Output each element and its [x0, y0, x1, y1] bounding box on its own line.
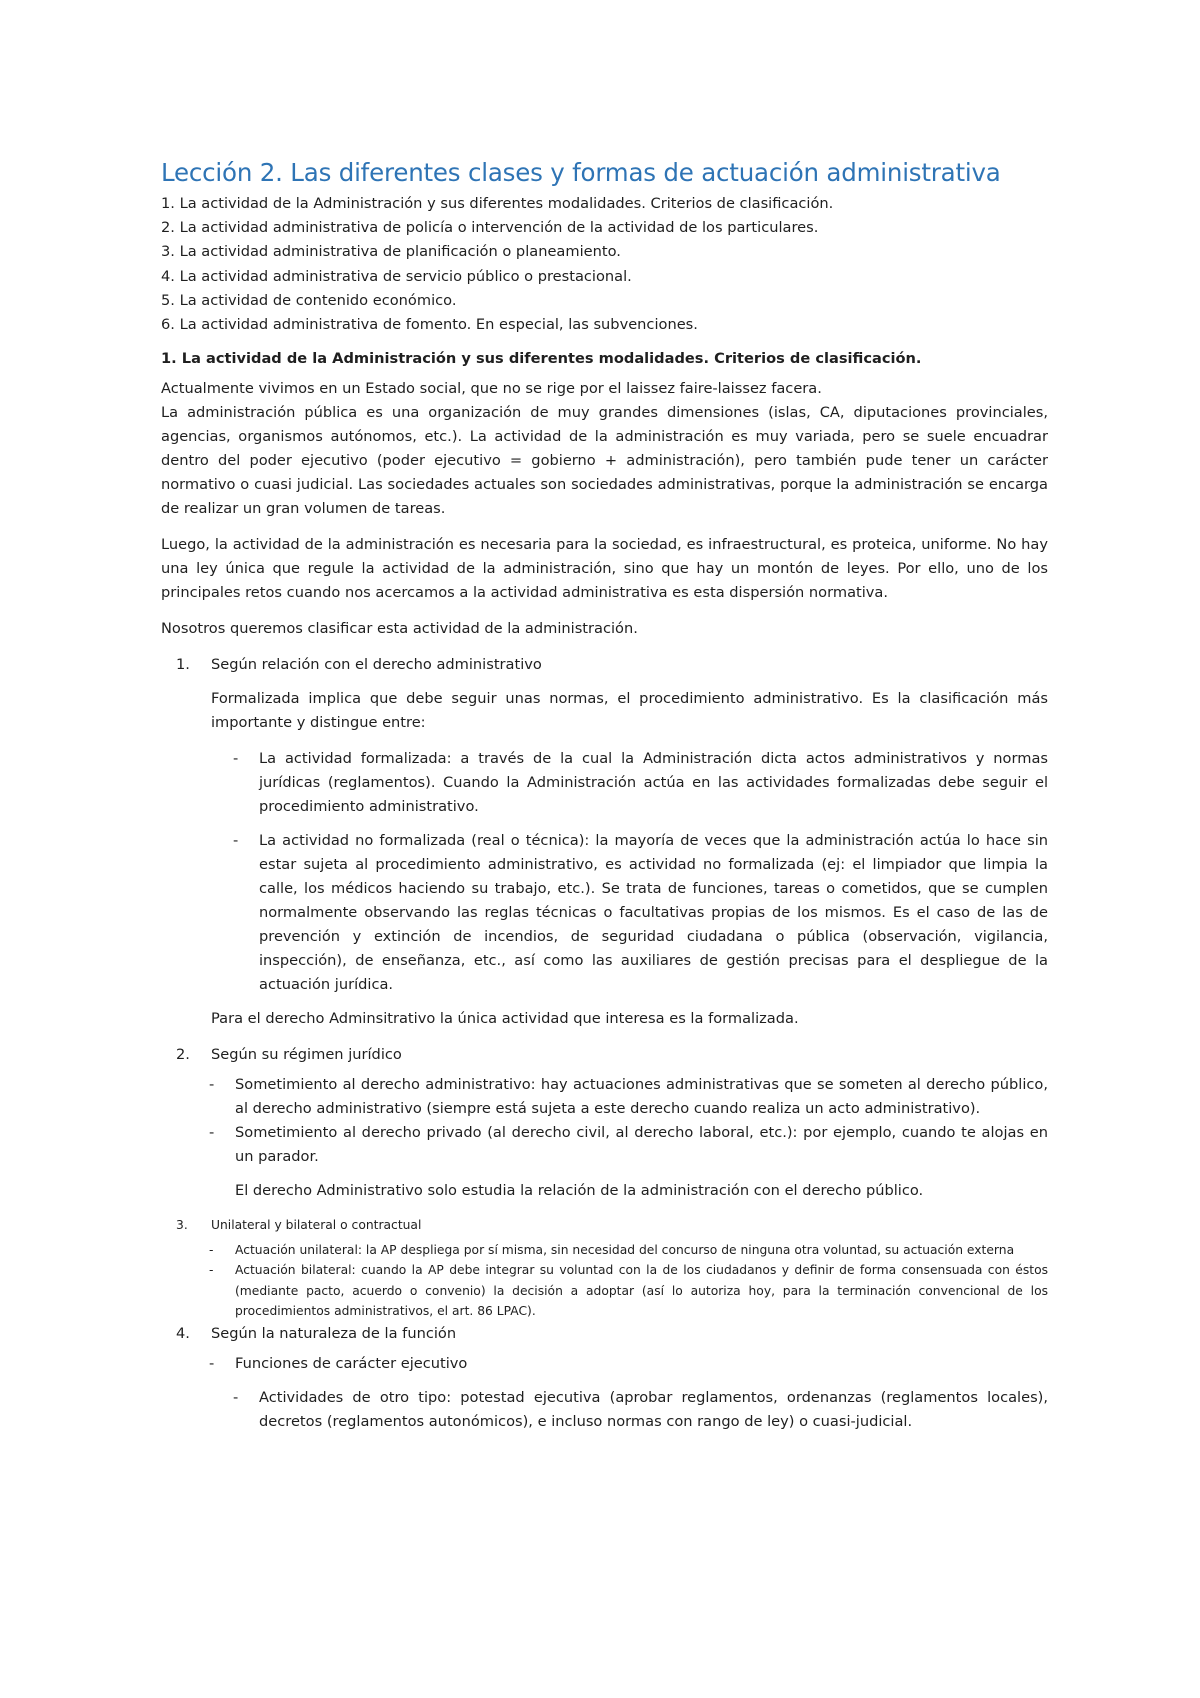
paragraph: Formalizada implica que debe seguir unas normas, el procedimiento administrativo. Es la clasificación más importante y distingue entre: [211, 690, 1048, 732]
paragraph: Actualmente vivimos en un Estado social, que no se rige por el laissez faire-laissez facera. [161, 380, 822, 398]
numbered-item [161, 1322, 1048, 1346]
bullet-item [161, 1260, 1048, 1322]
bullet-text: Actividades de otro tipo: potestad ejecutiva (aprobar reglamentos, ordenanzas (reglamentos locales), decretos (reglamentos autonómicos), e incluso normas con rango de ley) o cuasi-judicial. [259, 1388, 1048, 1430]
lesson-title: Lección 2. Las diferentes clases y formas de actuación administrativa [161, 158, 1001, 187]
paragraph: Para el derecho Adminsitrativo la única actividad que interesa es la formalizada. [211, 1010, 799, 1028]
numbered-item [161, 1215, 1048, 1236]
bullet-text: Funciones de carácter ejecutivo [235, 1354, 468, 1372]
paragraph: El derecho Administrativo solo estudia la relación de la administración con el derecho público. [235, 1182, 924, 1200]
bullet-item [161, 1386, 1048, 1434]
item-number: 3. [176, 1218, 188, 1233]
paragraph: Nosotros queremos clasificar esta actividad de la administración. [161, 620, 638, 638]
item-label: Según la naturaleza de la función [211, 1324, 457, 1342]
toc-item: 6. La actividad administrativa de fomento. En especial, las subvenciones. [161, 316, 698, 334]
bullet-item [161, 747, 1048, 819]
dash-marker: - [233, 832, 239, 850]
bullet-text: Actuación bilateral: cuando la AP debe integrar su voluntad con la de los ciudadanos y definir de forma consensuada con éstos (mediante pacto, acuerdo o convenio) la decisión a adoptar (así lo autoriza hoy, para la terminación convencional de los procedimientos administrativos, el art. 86 LPAC). [235, 1263, 1048, 1319]
numbered-item [161, 1043, 1048, 1067]
toc-item: 1. La actividad de la Administración y sus diferentes modalidades. Criterios de clasificación. [161, 195, 834, 212]
bullet-item [161, 1121, 1048, 1169]
dash-marker: - [209, 1242, 214, 1257]
bullet-text: La actividad formalizada: a través de la cual la Administración dicta actos administrativos y normas jurídicas (reglamentos). Cuando la Administración actúa en las actividades formalizadas debe seguir el procedimiento administrativo. [259, 750, 1048, 816]
section-heading: 1. La actividad de la Administración y sus diferentes modalidades. Criterios de clasificación. [161, 350, 922, 368]
item-number: 4. [176, 1324, 190, 1342]
dash-marker: - [209, 1354, 215, 1372]
dash-marker: - [233, 1388, 239, 1406]
toc-item: 4. La actividad administrativa de servicio público o prestacional. [161, 267, 632, 285]
table-of-contents [161, 192, 1048, 337]
dash-marker: - [209, 1076, 215, 1094]
paragraph: La administración pública es una organización de muy grandes dimensiones (islas, CA, diputaciones provinciales, agencias, organismos autónomos, etc.). La actividad de la administración es muy variada, pero se suele encuadrar dentro del poder ejecutivo (poder ejecutivo = gobierno + administración), pero también pude tener un carácter normativo o cuasi judicial. Las sociedades actuales son sociedades administrativas, porque la administración se encarga de realizar un gran volumen de tareas. [161, 404, 1048, 518]
item-label: Según su régimen jurídico [211, 1046, 402, 1064]
dash-marker: - [233, 750, 239, 768]
bullet-text: Sometimiento al derecho privado (al derecho civil, al derecho laboral, etc.): por ejemplo, cuando te alojas en un parador. [235, 1124, 1048, 1166]
bullet-text: Actuación unilateral: la AP despliega por sí misma, sin necesidad del concurso de ninguna otra voluntad, su actuación externa [235, 1242, 1015, 1257]
toc-item: 3. La actividad administrativa de planificación o planeamiento. [161, 243, 621, 261]
bullet-text: La actividad no formalizada (real o técnica): la mayoría de veces que la administración actúa lo hace sin estar sujeta al procedimiento administrativo, es actividad no formalizada (ej: el limpiador que limpia la calle, los médicos haciendo su trabajo, etc.). Se trata de funciones, tareas o cometidos, que se cumplen normalmente observando las reglas técnicas o facultativas propias de los mismos. Es el caso de las de prevención y extinción de incendios, de seguridad ciudadana o pública (observación, vigilancia, inspección), de enseñanza, etc., así como las auxiliares de gestión precisas para el despliegue de la actuación jurídica. [259, 832, 1048, 994]
dash-marker: - [209, 1263, 214, 1278]
bullet-item [161, 829, 1048, 997]
toc-item: 2. La actividad administrativa de policía o intervención de la actividad de los particulares. [161, 219, 819, 237]
bullet-item [161, 1240, 1048, 1261]
item-label: Unilateral y bilateral o contractual [211, 1218, 422, 1233]
dash-marker: - [209, 1124, 215, 1142]
bullet-text: Sometimiento al derecho administrativo: hay actuaciones administrativas que se someten al derecho público, al derecho administrativo (siempre está sujeta a este derecho cuando realiza un acto administrativo). [235, 1076, 1048, 1118]
item-label: Según relación con el derecho administrativo [211, 656, 542, 674]
bullet-item [161, 1352, 1048, 1376]
toc-item: 5. La actividad de contenido económico. [161, 291, 457, 309]
paragraph: Luego, la actividad de la administración es necesaria para la sociedad, es infraestructural, es proteica, uniforme. No hay una ley única que regule la actividad de la administración, sino que hay un montón de leyes. Por ello, uno de los principales retos cuando nos acercamos a la actividad administrativa es esta dispersión normativa. [161, 536, 1048, 602]
bullet-item [161, 1073, 1048, 1121]
item-number: 1. [176, 656, 190, 674]
numbered-item [161, 653, 1048, 677]
item-number: 2. [176, 1046, 190, 1064]
